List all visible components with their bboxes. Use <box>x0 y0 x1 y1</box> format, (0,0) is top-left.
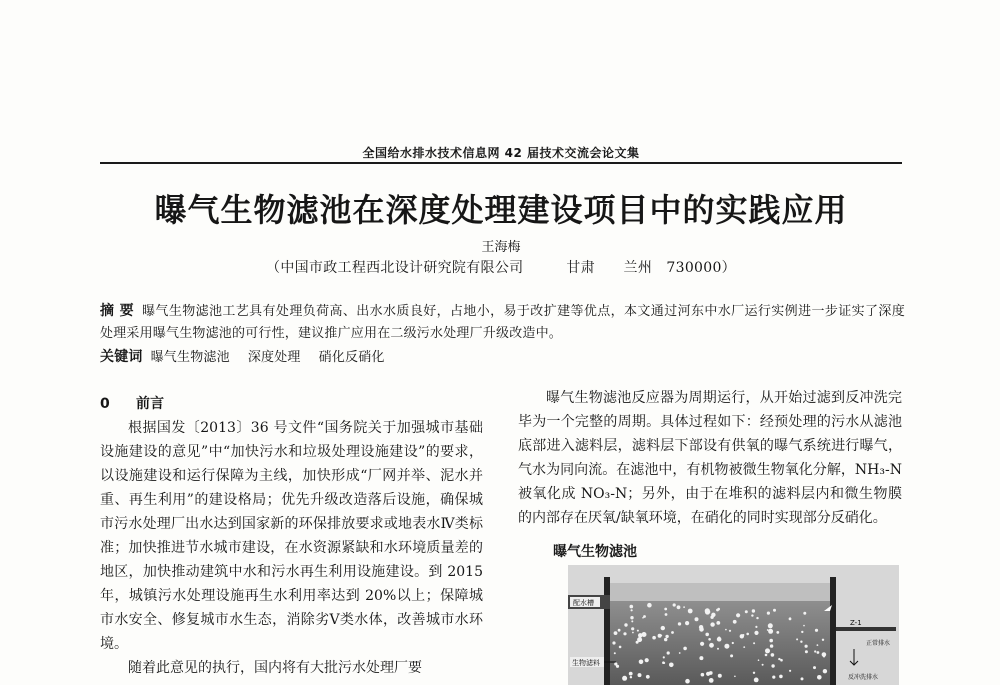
bubble <box>823 669 827 673</box>
bubble <box>817 651 820 654</box>
bubble <box>751 614 753 616</box>
bubble <box>732 642 734 644</box>
bubble <box>743 646 745 648</box>
bubble <box>677 605 681 609</box>
body-paragraph: 随着此意见的执行，国内将有大批污水处理厂要 <box>128 660 422 676</box>
bubble <box>709 678 714 683</box>
bubble <box>742 634 744 636</box>
bubble <box>758 659 760 661</box>
bubble <box>780 659 783 662</box>
bubble <box>754 631 758 635</box>
bubble <box>823 655 825 657</box>
bubble <box>745 610 748 613</box>
bubble <box>629 672 633 676</box>
figure-caption: 曝气生物滤池 <box>553 544 637 560</box>
bubble <box>612 641 615 644</box>
bubble <box>771 664 774 667</box>
body-paragraph: 曝气生物滤池反应器为周期运行，从开始过滤到反冲洗完毕为一个完整的周期。具体过程如下：经预处理的污水从滤池底部进入滤料层，滤料层下部设有供氧的曝气系统进行曝气，气水为同向流。在滤池中，有机物被微生物氧化分解，NH₃-N 被氧化成 NO₃-N；另外，由于在堆积的滤料层内和微生物膜的内部存在厌氧/缺氧环境，在硝化的同时实现部分反硝化。 <box>518 390 902 526</box>
bubble <box>770 644 773 647</box>
bubble <box>801 631 803 633</box>
bubble <box>667 651 670 654</box>
bubble <box>665 613 668 616</box>
author-affiliation: （中国市政工程西北设计研究院有限公司 甘肃 兰州 730000） <box>266 260 736 276</box>
bubble <box>733 620 737 624</box>
bubble <box>813 666 816 669</box>
bubble <box>716 609 719 612</box>
bubble <box>753 642 755 644</box>
normal-drain-label: 正常排水 <box>866 640 891 647</box>
bubble <box>822 639 824 641</box>
bubble <box>705 633 709 637</box>
bubble <box>772 676 775 679</box>
outlet-pipe <box>836 627 896 631</box>
bubble <box>776 631 779 634</box>
keyword-item: 深度处理 <box>247 350 301 365</box>
bubble <box>637 630 639 632</box>
bubble <box>725 629 727 631</box>
bubble <box>814 650 816 652</box>
bubble <box>815 629 818 632</box>
bubble <box>729 630 731 632</box>
bubble <box>661 626 665 630</box>
bubble <box>630 676 632 678</box>
bubble <box>817 675 822 680</box>
keywords <box>100 346 905 369</box>
bubble <box>630 616 633 619</box>
bubble <box>643 615 646 618</box>
bubble <box>624 623 627 626</box>
bubble <box>699 656 703 660</box>
bubble <box>646 675 650 679</box>
bubble <box>753 672 755 674</box>
bubble <box>671 631 674 634</box>
bubble <box>765 654 768 657</box>
bubble <box>673 603 676 606</box>
keywords-label: 关键词 <box>100 349 143 365</box>
bubble <box>664 608 667 611</box>
bubble <box>736 613 740 617</box>
right-column <box>518 386 902 530</box>
running-header: 全国给水排水技术信息网 42 届技术交流会论文集 <box>362 146 640 160</box>
bubble <box>695 617 699 621</box>
bubble <box>717 648 719 650</box>
bubble <box>718 674 722 678</box>
bubble <box>734 676 736 678</box>
bubble <box>669 663 674 668</box>
bubble <box>768 623 773 628</box>
paper-title: 曝气生物滤池在深度处理建设项目中的实践应用 <box>154 191 848 229</box>
bubble <box>767 629 769 631</box>
filter-diagram-figure <box>568 565 899 685</box>
bubble <box>805 645 808 648</box>
bubble <box>679 652 681 654</box>
bubble <box>630 605 634 609</box>
bubble <box>705 608 710 613</box>
bubble <box>678 622 681 625</box>
bubble <box>709 643 714 648</box>
bubble <box>754 678 759 683</box>
bubble <box>662 661 665 664</box>
bubble <box>730 654 733 657</box>
bubble <box>716 621 720 625</box>
body-paragraph: 根据国发〔2013〕36 号文件“国务院关于加强城市基础设施建设的意见”中“加快污水和垃圾处理设施建设”的要求，以设施建设和运行保障为主线，加快形成“厂网并举、泥水并重、再生利用”的建设格局；优先升级改造落后设施，确保城市污水处理厂出水达到国家新的环保排放要求或地表水Ⅳ类标准；加快推进节水城市建设，在水资源紧缺和水环境质量差的地区，加快推动建筑中水和污水再生利用设施建设。到 2015 年，城镇污水处理设施再生水利用率达到 20%以上；保障城市水安全、修复城市水生态，消除劣Ⅴ类水体，改善城市水环境。 <box>100 420 483 652</box>
bubble <box>724 644 729 649</box>
bubble <box>619 646 622 649</box>
backwash-drain-label: 反冲洗排水 <box>848 674 879 681</box>
bubble <box>652 636 656 640</box>
bubble <box>803 612 806 615</box>
bubble <box>645 658 649 662</box>
left-column <box>100 392 483 680</box>
section-heading <box>100 392 483 416</box>
bubble <box>800 641 802 643</box>
tank-wall-right <box>830 577 836 685</box>
abstract <box>100 300 905 345</box>
bubble <box>663 656 665 658</box>
bubble <box>631 620 633 622</box>
bubble <box>789 618 792 621</box>
bubble <box>789 670 791 672</box>
bubble <box>685 621 689 625</box>
bubble <box>801 677 804 680</box>
bubble <box>614 652 616 654</box>
bubble <box>647 603 652 608</box>
bubble <box>665 635 668 638</box>
bubble <box>762 664 764 666</box>
bubble <box>746 633 749 636</box>
bubble <box>755 626 757 628</box>
bubble <box>711 672 713 674</box>
bubble <box>660 635 662 637</box>
bubble <box>636 641 639 644</box>
bubble <box>623 632 626 635</box>
bubble <box>817 644 819 646</box>
header-rule <box>100 162 902 164</box>
filter-diagram <box>568 565 899 685</box>
inlet-label: 配水槽 <box>573 599 594 607</box>
bubble <box>632 632 634 634</box>
author-name: 王海梅 <box>481 240 521 255</box>
bubble <box>710 622 714 626</box>
bubble <box>631 609 633 611</box>
bubble <box>616 665 619 668</box>
abstract-text: 曝气生物滤池工艺具有处理负荷高、出水水质良好，占地小，易于改扩建等优点，本文通过河东中水厂运行实例进一步证实了深度处理采用曝气生物滤池的可行性，建议推广应用在二级污水处理厂升级改造中。 <box>100 304 905 341</box>
bubble <box>700 642 704 646</box>
bubble <box>618 629 621 632</box>
media-label: 生物滤料 <box>572 659 600 667</box>
bubble <box>622 676 627 681</box>
bubble <box>778 658 780 660</box>
bubble <box>768 629 773 634</box>
bubble <box>683 606 685 608</box>
bubble <box>706 672 710 676</box>
bubble <box>642 632 647 637</box>
bubble <box>771 653 775 657</box>
water-layer <box>610 583 830 601</box>
keyword-item: 曝气生物滤池 <box>150 350 230 365</box>
bubble <box>614 631 618 635</box>
bubble <box>664 638 667 641</box>
bubble <box>805 650 808 653</box>
bubble <box>796 638 798 640</box>
abstract-label: 摘 要 <box>100 303 135 319</box>
bubble <box>638 673 642 677</box>
bubble <box>752 609 755 612</box>
bubble <box>708 638 711 641</box>
bubble <box>688 609 693 614</box>
bubble <box>639 660 644 665</box>
bubble <box>685 679 690 684</box>
bubble <box>803 625 805 627</box>
bubble <box>779 675 783 679</box>
bubble <box>710 616 713 619</box>
outlet-mark: Z-1 <box>850 619 862 627</box>
keyword-item: 硝化反硝化 <box>318 350 385 365</box>
bubble <box>718 638 722 642</box>
bubble <box>767 612 770 615</box>
bubble <box>756 617 758 619</box>
bubble <box>631 627 634 630</box>
bubble <box>773 609 776 612</box>
section-title: 前言 <box>136 396 164 412</box>
bubble <box>701 673 705 677</box>
section-number: 0 <box>100 396 110 412</box>
bubble <box>769 639 773 643</box>
bubble <box>683 647 687 651</box>
tank-wall-left <box>604 577 610 685</box>
bubble <box>699 627 704 632</box>
bubble <box>765 648 770 653</box>
